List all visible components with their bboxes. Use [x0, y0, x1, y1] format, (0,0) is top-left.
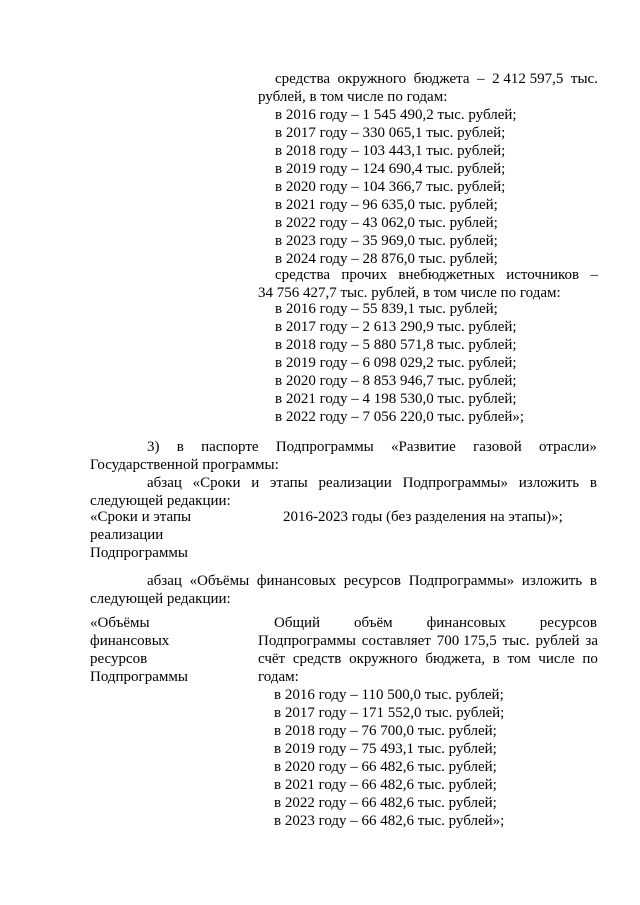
word: этапы [270, 475, 308, 491]
word: ресурсов [343, 573, 402, 589]
word: Общий [274, 615, 321, 631]
word: – [477, 71, 485, 87]
year-line: в 2021 году – 66 482,6 тыс. рублей; [274, 777, 497, 793]
word: паспорте [201, 439, 259, 455]
terms-value: 2016-2023 годы (без разделения на этапы)»; [283, 509, 563, 525]
word: реализации [318, 475, 392, 491]
word: Подпрограммы» [402, 475, 509, 491]
word: «Развитие [391, 439, 456, 455]
word: средства [275, 71, 331, 87]
word: Подпрограммы [275, 439, 374, 455]
volumes-label: финансовых [90, 633, 170, 649]
terms-label: Подпрограммы [90, 545, 188, 561]
extrabudget-intro-cont: 34 756 427,7 тыс. рублей, в том числе по годам: [258, 285, 561, 301]
word: изложить [518, 475, 580, 491]
year-line: в 2022 году – 7 056 220,0 тыс. рублей»; [275, 409, 525, 425]
year-line: в 2019 году – 124 690,4 тыс. рублей; [275, 161, 506, 177]
word: числе [538, 651, 575, 667]
word: в [589, 573, 597, 589]
word: средства [275, 267, 331, 283]
year-line: в 2020 году – 104 366,7 тыс. рублей; [275, 179, 506, 195]
word: финансовых [426, 615, 506, 631]
word: том [507, 651, 531, 667]
word: счёт [258, 651, 286, 667]
year-line: в 2018 году – 76 700,0 тыс. рублей; [274, 723, 497, 739]
okrug-budget-intro-cont: рублей, в том числе по годам: [258, 89, 448, 105]
word: 700 175,5 [436, 633, 497, 649]
year-line: в 2016 году – 110 500,0 тыс. рублей; [274, 687, 504, 703]
word: финансовых [256, 573, 337, 589]
word: абзац [147, 573, 182, 589]
volumes-text-line: годам: [258, 669, 299, 685]
word: за [585, 633, 598, 649]
year-line: в 2018 году – 5 880 571,8 тыс. рублей; [275, 337, 517, 353]
year-line: в 2021 году – 4 198 530,0 тыс. рублей; [275, 391, 517, 407]
volumes-text-line [258, 632, 598, 650]
terms-label: реализации [90, 527, 164, 543]
terms-label: «Сроки и этапы [90, 509, 192, 525]
word: в [589, 475, 597, 491]
word: 2 412 597,5 [492, 71, 564, 87]
year-line: в 2016 году – 1 545 490,2 тыс. рублей; [275, 107, 517, 123]
year-line: в 2019 году – 6 098 029,2 тыс. рублей; [275, 355, 517, 371]
okrug-budget-intro [275, 70, 598, 88]
word: 3) [147, 439, 160, 455]
word: изложить [521, 573, 583, 589]
word: газовой [473, 439, 522, 455]
word: прочих [341, 267, 388, 283]
terms-paragraph [147, 474, 597, 492]
word: Подпрограммы» [408, 573, 515, 589]
year-line: в 2023 году – 66 482,6 тыс. рублей»; [274, 813, 505, 829]
year-line: в 2017 году – 2 613 290,9 тыс. рублей; [275, 319, 517, 335]
volumes-label: Подпрограммы [90, 669, 188, 685]
word: внебюджетных [398, 267, 495, 283]
word: окружного [349, 651, 418, 667]
year-line: в 2019 году – 75 493,1 тыс. рублей; [274, 741, 497, 757]
word: рублей [535, 633, 580, 649]
word: и [251, 475, 260, 491]
word: по [582, 651, 598, 667]
word: в [176, 439, 184, 455]
item-3-heading [147, 438, 597, 456]
year-line: в 2021 году – 96 635,0 тыс. рублей; [275, 197, 498, 213]
word: «Объёмы [189, 573, 250, 589]
word: ресурсов [539, 615, 597, 631]
volumes-paragraph [147, 572, 597, 590]
year-line: в 2020 году – 66 482,6 тыс. рублей; [274, 759, 497, 775]
year-line: в 2017 году – 330 065,1 тыс. рублей; [275, 125, 506, 141]
word: бюджета, [425, 651, 486, 667]
item-3-heading-cont: Государственной программы: [90, 457, 279, 473]
word: тыс. [502, 633, 530, 649]
volumes-text-line [258, 650, 598, 668]
word: «Сроки [192, 475, 241, 491]
word: в [492, 651, 500, 667]
word: – [590, 267, 598, 283]
volumes-paragraph-cont: следующей редакции: [90, 591, 231, 607]
word: окружного [337, 71, 407, 87]
word: составляет [361, 633, 431, 649]
volumes-label: «Объёмы [90, 615, 150, 631]
word: абзац [147, 475, 182, 491]
extrabudget-intro [275, 266, 598, 284]
word: Подпрограммы [258, 633, 356, 649]
word: объём [353, 615, 393, 631]
year-line: в 2017 году – 171 552,0 тыс. рублей; [274, 705, 505, 721]
word: бюджета [413, 71, 470, 87]
year-line: в 2022 году – 66 482,6 тыс. рублей; [274, 795, 497, 811]
year-line: в 2016 году – 55 839,1 тыс. рублей; [275, 301, 498, 317]
year-line: в 2024 году – 28 876,0 тыс. рублей; [275, 251, 498, 267]
word: источников [506, 267, 580, 283]
year-line: в 2022 году – 43 062,0 тыс. рублей; [275, 215, 498, 231]
word: тыс. [570, 71, 598, 87]
year-line: в 2018 году – 103 443,1 тыс. рублей; [275, 143, 506, 159]
volumes-label: ресурсов [90, 651, 148, 667]
terms-paragraph-cont: следующей редакции: [90, 493, 231, 509]
year-line: в 2020 году – 8 853 946,7 тыс. рублей; [275, 373, 517, 389]
year-line: в 2023 году – 35 969,0 тыс. рублей; [275, 233, 498, 249]
word: отрасли» [539, 439, 597, 455]
word: средств [292, 651, 342, 667]
volumes-text-line [274, 614, 597, 632]
